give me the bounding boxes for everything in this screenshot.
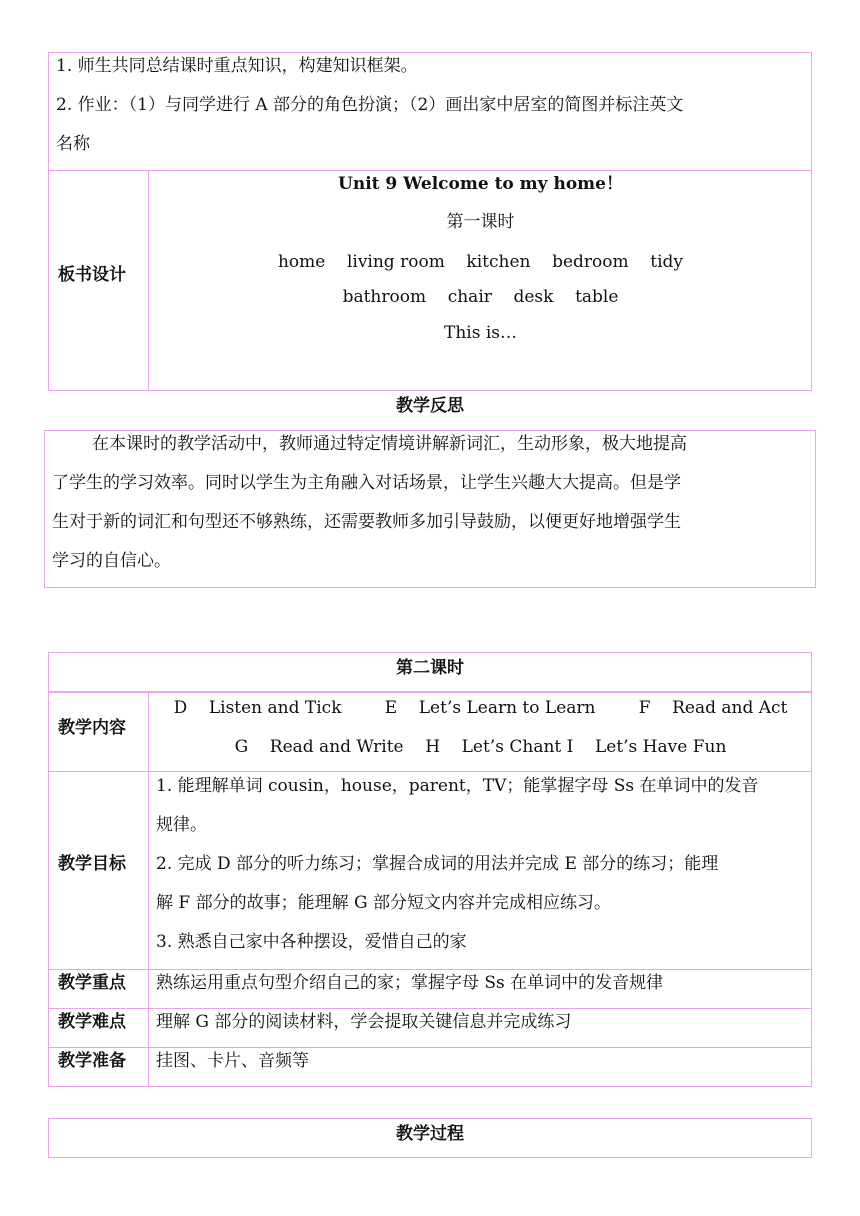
process-heading: 教学过程 bbox=[396, 1124, 464, 1144]
preparation-text: 挂图、卡片、音频等 bbox=[156, 1051, 309, 1071]
goal-3: 3. 熟悉自己家中各种摆设，爱惜自己的家 bbox=[156, 932, 467, 952]
goal-1a: 1. 能理解单词 cousin，house，parent，TV；能掌握字母 Ss 在单词中的发音 bbox=[156, 776, 759, 796]
preparation-label: 教学准备 bbox=[58, 1051, 126, 1071]
summary-divider bbox=[48, 170, 812, 171]
summary-line-2: 2. 作业：（1）与同学进行 A 部分的角色扮演；（2）画出家中居室的简图并标注英文 bbox=[56, 95, 684, 115]
board-sentence-pattern: This is… bbox=[443, 323, 517, 343]
difficulties-label: 教学难点 bbox=[58, 1012, 126, 1032]
board-label-divider bbox=[148, 170, 149, 391]
board-words-1: home living room kitchen bedroom tidy bbox=[277, 252, 684, 272]
reflection-line-4: 学习的自信心。 bbox=[52, 551, 171, 571]
content-line-2: G Read and Write H Let’s Chant I Let’s Have Fun bbox=[234, 737, 727, 757]
reflection-line-1: 在本课时的教学活动中，教师通过特定情境讲解新词汇，生动形象，极大地提高 bbox=[92, 434, 687, 454]
content-line-1: D Listen and Tick E Let’s Learn to Learn F Read and Act bbox=[173, 698, 788, 718]
goal-1b: 规律。 bbox=[156, 815, 207, 835]
difficulties-text: 理解 G 部分的阅读材料，学会提取关键信息并完成练习 bbox=[156, 1012, 572, 1032]
summary-line-1: 1. 师生共同总结课时重点知识，构建知识框架。 bbox=[56, 56, 418, 76]
lesson2-heading: 第二课时 bbox=[396, 658, 464, 678]
board-design-label: 板书设计 bbox=[58, 265, 126, 285]
goal-2b: 解 F 部分的故事；能理解 G 部分短文内容并完成相应练习。 bbox=[156, 893, 611, 913]
key-points-label: 教学重点 bbox=[58, 973, 126, 993]
reflection-line-3: 生对于新的词汇和句型还不够熟练，还需要教师多加引导鼓励，以便更好地增强学生 bbox=[52, 512, 681, 532]
goals-label: 教学目标 bbox=[58, 854, 126, 874]
summary-line-3: 名称 bbox=[56, 134, 90, 154]
key-points-text: 熟练运用重点句型介绍自己的家；掌握字母 Ss 在单词中的发音规律 bbox=[156, 973, 664, 993]
reflection-heading: 教学反思 bbox=[396, 396, 464, 416]
board-title: Unit 9 Welcome to my home！ bbox=[338, 174, 623, 194]
reflection-line-2: 了学生的学习效率。同时以学生为主角融入对话场景，让学生兴趣大大提高。但是学 bbox=[52, 473, 681, 493]
row-divider-4 bbox=[48, 1047, 812, 1048]
goal-2a: 2. 完成 D 部分的听力练习；掌握合成词的用法并完成 E 部分的练习；能理 bbox=[156, 854, 719, 874]
board-words-2: bathroom chair desk table bbox=[342, 287, 619, 307]
row-divider-2 bbox=[48, 969, 812, 970]
board-lesson: 第一课时 bbox=[446, 212, 515, 232]
row-divider-3 bbox=[48, 1008, 812, 1009]
row-divider-1 bbox=[48, 771, 812, 772]
content-label: 教学内容 bbox=[58, 718, 126, 738]
